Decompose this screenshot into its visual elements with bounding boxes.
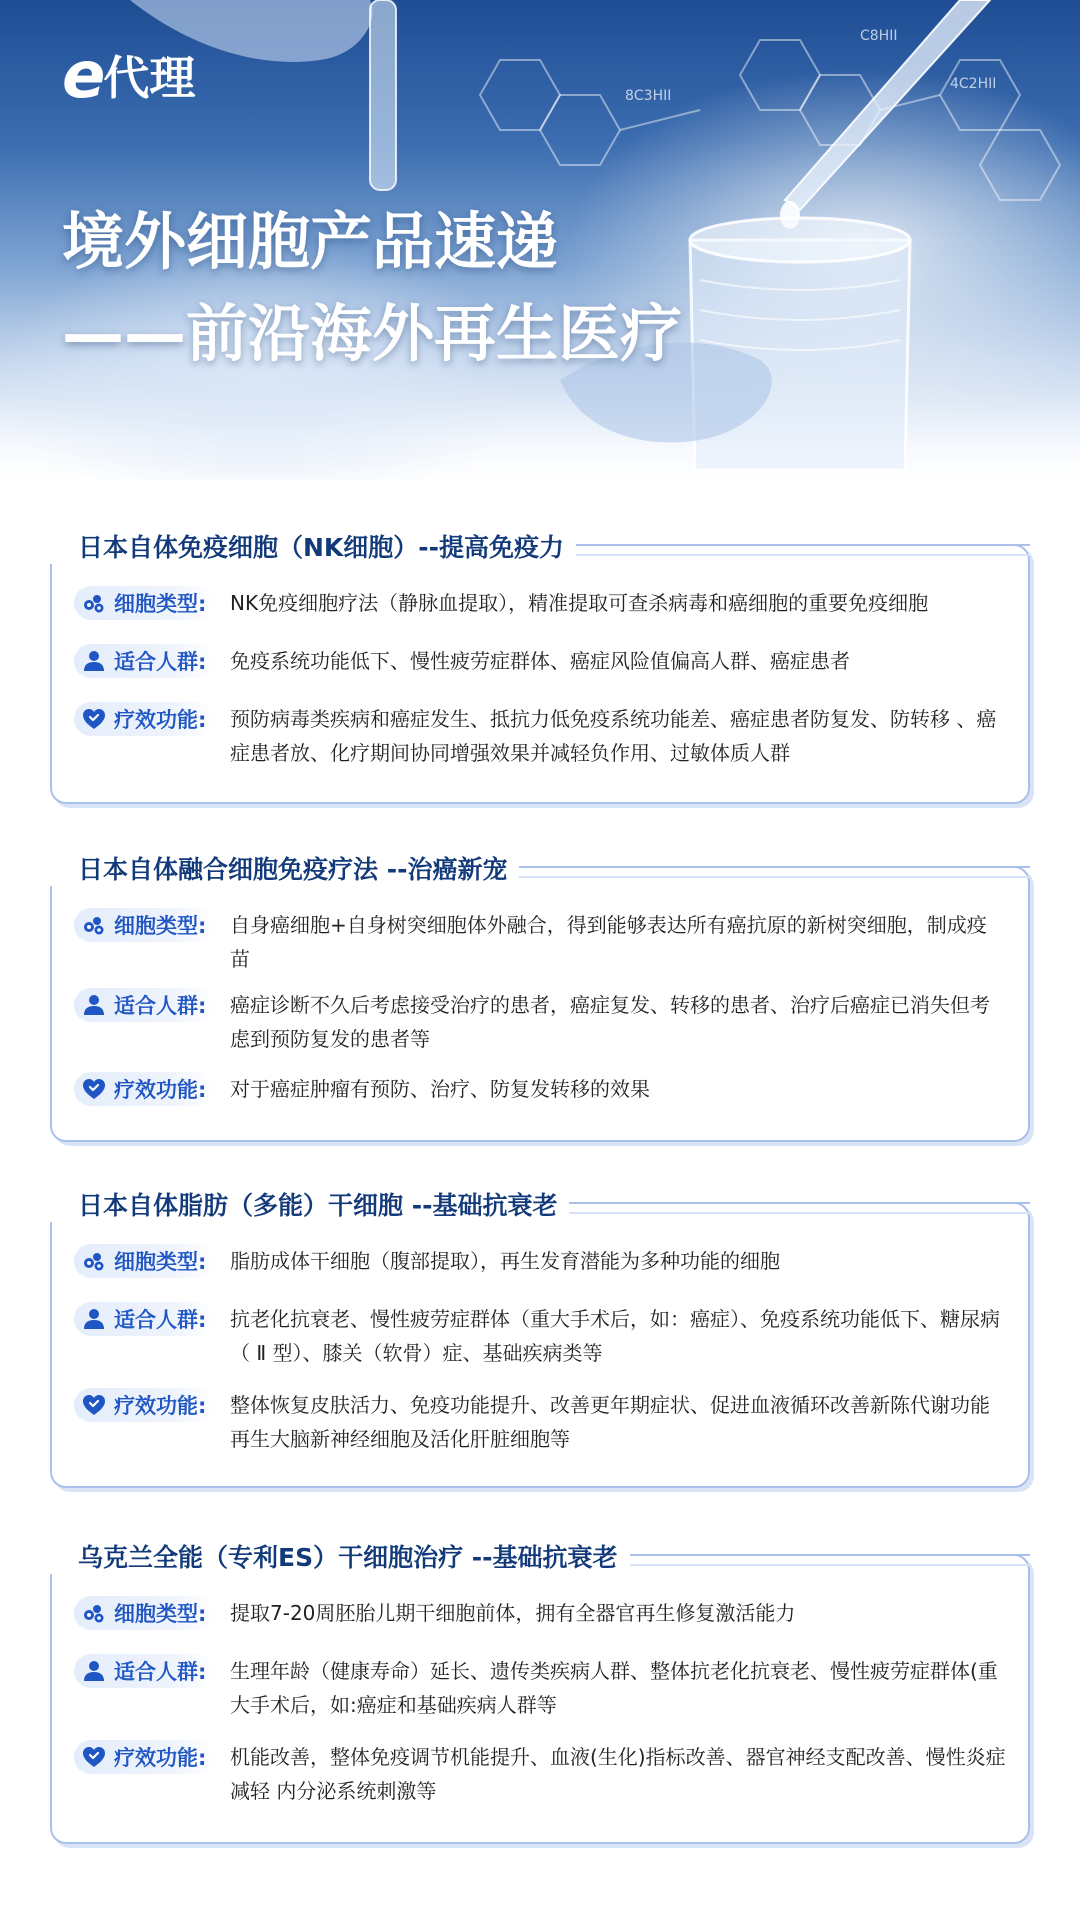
row-label	[74, 1072, 214, 1106]
row-label-text: 适合人群:	[114, 1308, 207, 1332]
row-label-text: 细胞类型:	[114, 1250, 207, 1274]
row-label	[74, 1740, 214, 1774]
row-label-text: 疗效功能:	[114, 708, 207, 732]
product-card-adipose-stem-cells	[50, 1182, 1030, 1488]
row-value: 预防病毒类疾病和癌症发生、抵抗力低免疫系统功能差、癌症患者防复发、防转移 、癌症患者放、化疗期间协同增强效果并减轻负作用、过敏体质人群	[230, 707, 997, 765]
row-label	[74, 1244, 214, 1278]
hero-title	[62, 196, 682, 380]
row-label	[74, 1388, 214, 1422]
row-value: 机能改善，整体免疫调节机能提升、血液(生化)指标改善、器官神经支配改善、慢性炎症减轻 内分泌系统刺激等	[230, 1745, 1006, 1803]
row-label	[74, 702, 214, 736]
card-row-target-group	[74, 1302, 1006, 1370]
card-row-target-group	[74, 1654, 1006, 1722]
logo-e-mark: e	[62, 39, 104, 113]
row-label-text: 细胞类型:	[114, 914, 207, 938]
row-value: NK免疫细胞疗法（静脉血提取），精准提取可查杀病毒和癌细胞的重要免疫细胞	[230, 591, 929, 615]
card-header-rule	[569, 1202, 1030, 1214]
card-row-cell-type	[74, 1596, 1006, 1630]
heart-shield-icon	[82, 1393, 106, 1417]
card-row-target-group	[74, 988, 1006, 1056]
row-label-text: 疗效功能:	[114, 1746, 207, 1770]
card-header	[50, 846, 1030, 890]
formula-label: C8HII	[860, 28, 898, 44]
card-header-rule	[576, 544, 1030, 556]
row-label	[74, 1302, 214, 1336]
row-label	[74, 644, 214, 678]
product-card-fusion-cells	[50, 846, 1030, 1142]
card-row-efficacy	[74, 1388, 1006, 1456]
card-title: 日本自体融合细胞免疫疗法 --治癌新宠	[50, 850, 519, 886]
card-row-cell-type	[74, 908, 1006, 976]
row-value: 整体恢复皮肤活力、免疫功能提升、改善更年期症状、促进血液循环改善新陈代谢功能再生大脑新神经细胞及活化肝脏细胞等	[230, 1393, 990, 1451]
hero-title-line-1: 境外细胞产品速递	[62, 205, 559, 278]
row-label-text: 适合人群:	[114, 1660, 207, 1684]
row-label-text: 细胞类型:	[114, 1602, 207, 1626]
row-value: 对于癌症肿瘤有预防、治疗、防复发转移的效果	[230, 1077, 650, 1101]
cells-icon	[82, 591, 106, 615]
row-value: 脂肪成体干细胞（腹部提取），再生发育潜能为多种功能的细胞	[230, 1249, 780, 1273]
row-value: 癌症诊断不久后考虑接受治疗的患者，癌症复发、转移的患者、治疗后癌症已消失但考虑到预防复发的患者等	[230, 993, 990, 1051]
hero-title-line-2: ——前沿海外再生医疗	[62, 297, 683, 370]
card-title: 日本自体脂肪（多能）干细胞 --基础抗衰老	[50, 1186, 569, 1222]
logo-text: 代理	[103, 51, 196, 105]
card-header	[50, 524, 1030, 568]
row-label-text: 疗效功能:	[114, 1394, 207, 1418]
cells-icon	[82, 1601, 106, 1625]
card-row-efficacy	[74, 702, 1006, 770]
card-title: 乌克兰全能（专利ES）干细胞治疗 --基础抗衰老	[50, 1538, 630, 1574]
formula-label: 8C3HII	[625, 88, 672, 104]
heart-shield-icon	[82, 1077, 106, 1101]
person-icon	[82, 649, 106, 673]
row-label-text: 疗效功能:	[114, 1078, 207, 1102]
card-header	[50, 1182, 1030, 1226]
row-label-text: 适合人群:	[114, 994, 207, 1018]
row-label	[74, 908, 214, 942]
heart-shield-icon	[82, 707, 106, 731]
row-label	[74, 1654, 214, 1688]
row-value: 抗老化抗衰老、慢性疲劳症群体（重大手术后，如：癌症）、免疫系统功能低下、糖尿病（ Ⅱ 型）、膝关（软骨）症、基础疾病类等	[230, 1307, 1000, 1365]
row-value: 自身癌细胞+自身树突细胞体外融合，得到能够表达所有癌抗原的新树突细胞，制成疫苗	[230, 913, 987, 971]
row-value: 免疫系统功能低下、慢性疲劳症群体、癌症风险值偏高人群、癌症患者	[230, 649, 850, 673]
row-value: 生理年龄（健康寿命）延长、遗传类疾病人群、整体抗老化抗衰老、慢性疲劳症群体(重大手术后，如:癌症和基础疾病人群等	[230, 1659, 998, 1717]
card-row-efficacy	[74, 1072, 1006, 1106]
row-label	[74, 586, 214, 620]
row-label-text: 细胞类型:	[114, 592, 207, 616]
row-label-text: 适合人群:	[114, 650, 207, 674]
row-value: 提取7-20周胚胎儿期干细胞前体，拥有全器官再生修复激活能力	[230, 1601, 796, 1625]
product-card-nk-cells	[50, 524, 1030, 804]
card-row-efficacy	[74, 1740, 1006, 1808]
card-row-cell-type	[74, 586, 1006, 620]
product-card-es-stem-cells	[50, 1534, 1030, 1844]
card-header-rule	[630, 1554, 1030, 1566]
hero-banner	[0, 0, 1080, 480]
card-row-target-group	[74, 644, 1006, 678]
card-header-rule	[519, 866, 1030, 878]
brand-logo	[62, 39, 196, 113]
formula-label: 4C2HII	[950, 76, 997, 92]
card-title: 日本自体免疫细胞（NK细胞）--提高免疫力	[50, 528, 576, 564]
cells-icon	[82, 913, 106, 937]
row-label	[74, 1596, 214, 1630]
person-icon	[82, 993, 106, 1017]
card-header	[50, 1534, 1030, 1578]
cells-icon	[82, 1249, 106, 1273]
person-icon	[82, 1659, 106, 1683]
row-label	[74, 988, 214, 1022]
person-icon	[82, 1307, 106, 1331]
heart-shield-icon	[82, 1745, 106, 1769]
card-row-cell-type	[74, 1244, 1006, 1278]
